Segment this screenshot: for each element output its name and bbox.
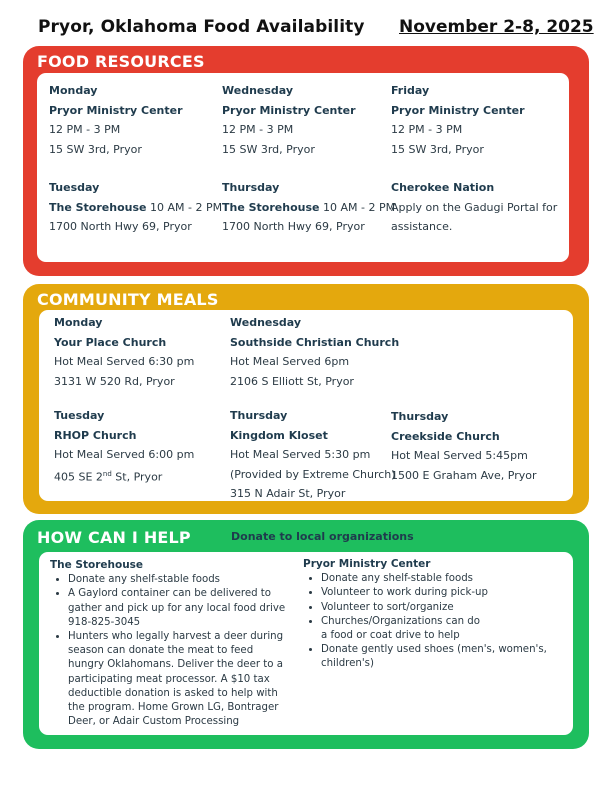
list-item: • Donate any shelf-stable foods — [321, 572, 553, 586]
list-item: • Donate any shelf-stable foods — [68, 573, 288, 587]
location-name: The Storehouse — [222, 200, 320, 214]
day-label: Thursday — [222, 181, 280, 194]
day-label: Tuesday — [54, 409, 105, 422]
description-line: assistance. — [391, 220, 453, 233]
meal-time: Hot Meal Served 6pm — [230, 355, 350, 368]
hours: 10 AM - 2 PM — [149, 200, 223, 214]
meal-tuesday — [54, 406, 194, 487]
storehouse-list — [50, 573, 288, 729]
meal-time: Hot Meal Served 6:30 pm — [54, 355, 195, 368]
meal-wednesday — [230, 313, 399, 391]
food-monday — [49, 81, 183, 159]
day-label: Tuesday — [49, 181, 100, 194]
list-item: • Volunteer to work during pick-up — [321, 586, 553, 600]
list-item: • Churches/Organizations can do a food or coat drive to help — [321, 615, 553, 643]
location-name: RHOP Church — [54, 428, 137, 442]
address: 1500 E Graham Ave, Pryor — [391, 468, 537, 482]
location-name: Pryor Ministry Center — [391, 103, 525, 117]
food-resources-heading: FOOD RESOURCES — [37, 52, 205, 71]
food-thursday — [222, 178, 395, 237]
day-label: Thursday — [391, 410, 449, 423]
how-can-i-help-card — [39, 552, 573, 735]
community-meals-card — [39, 310, 573, 501]
hours: 10 AM - 2 PM — [322, 200, 396, 214]
day-label: Thursday — [230, 409, 288, 422]
hours: 12 PM - 3 PM — [391, 123, 463, 136]
storehouse-help — [50, 558, 288, 729]
community-meals-heading: COMMUNITY MEALS — [37, 290, 219, 309]
food-friday — [391, 81, 525, 159]
meal-monday — [54, 313, 194, 391]
how-can-i-help-subheading: Donate to local organizations — [231, 530, 414, 543]
how-can-i-help-heading: HOW CAN I HELP — [37, 528, 191, 547]
hours: 12 PM - 3 PM — [222, 123, 294, 136]
meal-time: Hot Meal Served 5:30 pm — [230, 448, 371, 461]
location-name: Kingdom Kloset — [230, 428, 328, 442]
food-resources-panel — [23, 46, 589, 276]
list-item: • Donate gently used shoes (men's, women's, children's) — [321, 643, 553, 671]
address: 15 SW 3rd, Pryor — [49, 142, 142, 156]
org-title: Pryor Ministry Center — [303, 558, 431, 570]
address: 2106 S Elliott St, Pryor — [230, 374, 354, 388]
day-label: Friday — [391, 84, 430, 97]
day-label: Monday — [54, 316, 103, 329]
meal-thursday-kingdom-kloset — [230, 406, 396, 504]
food-wednesday — [222, 81, 356, 159]
address: 405 SE 2nd St, Pryor — [54, 469, 163, 484]
description-line: Apply on the Gadugi Portal for — [391, 200, 558, 214]
address: 1700 North Hwy 69, Pryor — [222, 220, 365, 233]
food-resources-card — [37, 73, 569, 262]
list-item: • Hunters who legally harvest a deer during season can donate the meat to feed hungry Oklahomans. Deliver the deer to a participating meat processor. A $10 tax deductible donation is asked to help with the program. Home Grown LG, Bontrager Deer, or Adair Custom Processing — [68, 630, 288, 729]
how-can-i-help-panel — [23, 520, 589, 749]
ministry-list — [303, 572, 553, 671]
address: 15 SW 3rd, Pryor — [222, 142, 315, 156]
org-title: The Storehouse — [50, 559, 144, 571]
address: 15 SW 3rd, Pryor — [391, 142, 484, 156]
location-name: Cherokee Nation — [391, 181, 495, 194]
location-name: The Storehouse — [49, 200, 147, 214]
day-label: Wednesday — [222, 84, 294, 97]
location-name: Your Place Church — [54, 335, 167, 349]
location-name: Pryor Ministry Center — [222, 103, 356, 117]
food-cherokee-nation — [391, 178, 557, 237]
community-meals-panel — [23, 284, 589, 514]
list-item: • A Gaylord container can be delivered to gather and pick up for any local food drive 918-825-3045 — [68, 587, 288, 630]
address: 1700 North Hwy 69, Pryor — [49, 220, 192, 233]
address: 315 N Adair St, Pryor — [230, 487, 346, 500]
meal-thursday-creekside — [391, 407, 537, 485]
provider-note: (Provided by Extreme Church) — [230, 467, 396, 481]
meal-time: Hot Meal Served 5:45pm — [391, 449, 528, 462]
list-item: • Volunteer to sort/organize — [321, 601, 553, 615]
address: 3131 W 520 Rd, Pryor — [54, 374, 175, 388]
food-tuesday — [49, 178, 222, 237]
page-title: Pryor, Oklahoma Food Availability — [38, 17, 365, 37]
meal-time: Hot Meal Served 6:00 pm — [54, 448, 195, 461]
location-name: Creekside Church — [391, 429, 500, 443]
ministry-help — [303, 557, 553, 672]
hours: 12 PM - 3 PM — [49, 123, 121, 136]
date-range: November 2-8, 2025 — [399, 17, 594, 37]
day-label: Wednesday — [230, 316, 302, 329]
location-name: Pryor Ministry Center — [49, 103, 183, 117]
location-name: Southside Christian Church — [230, 335, 400, 349]
day-label: Monday — [49, 84, 98, 97]
